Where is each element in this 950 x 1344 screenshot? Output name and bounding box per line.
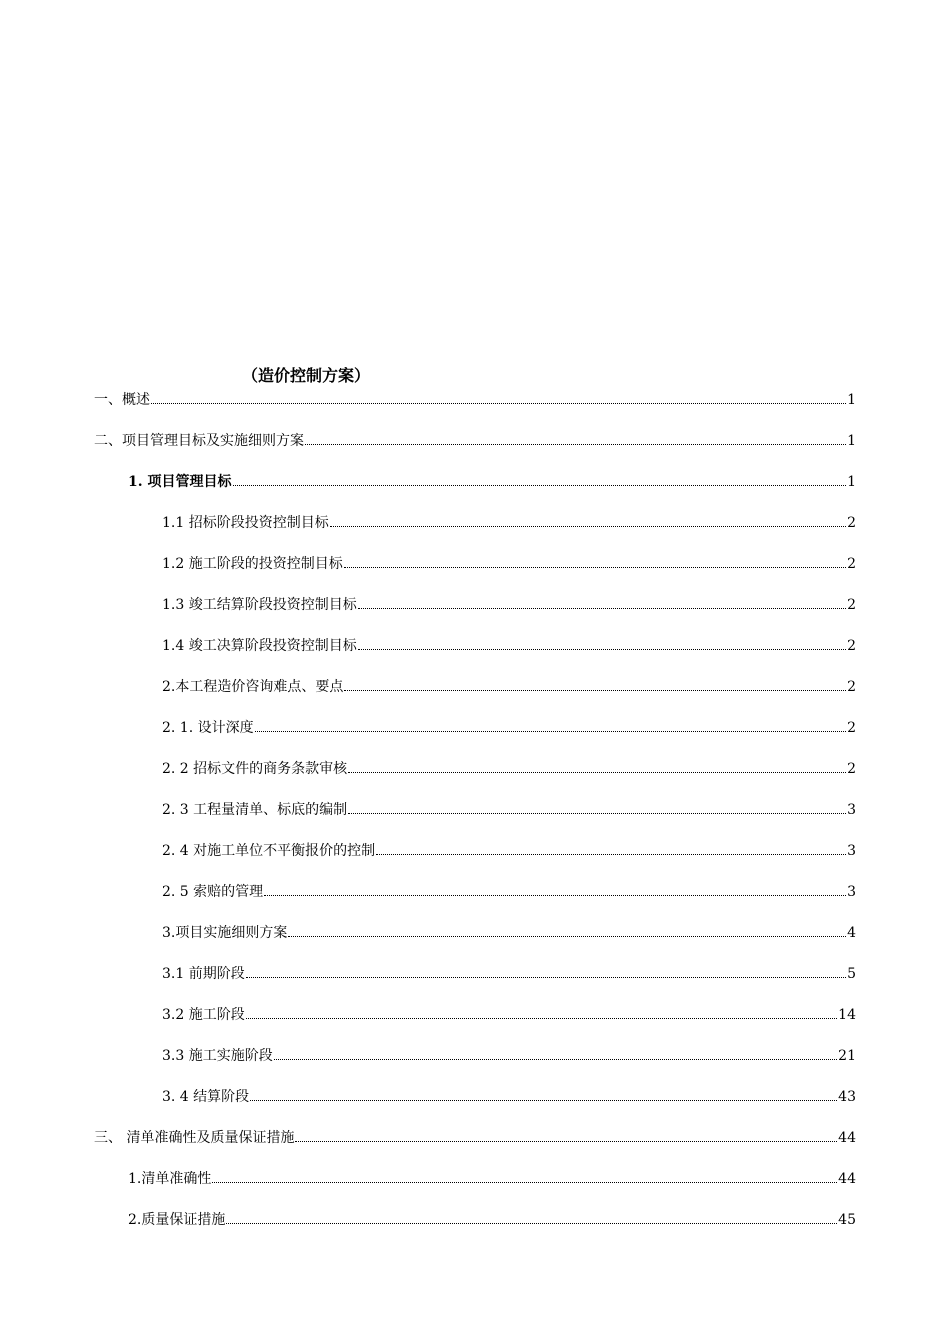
toc-page-number: 44 bbox=[838, 1171, 856, 1187]
toc-entry-3[interactable] bbox=[162, 921, 856, 945]
toc-entry-1-4[interactable] bbox=[162, 634, 856, 658]
toc-dot-leader bbox=[295, 1126, 837, 1142]
toc-dot-leader bbox=[376, 839, 846, 855]
toc-entry-label: 3. 4 结算阶段 bbox=[162, 1089, 250, 1105]
toc-page-number: 45 bbox=[838, 1212, 856, 1228]
toc-dot-leader bbox=[330, 511, 846, 527]
toc-entry-label: 2. 3 工程量清单、标底的编制 bbox=[162, 802, 348, 818]
toc-entry-3-3[interactable] bbox=[162, 1044, 856, 1068]
toc-dot-leader bbox=[358, 634, 846, 650]
toc-entry-2-2[interactable] bbox=[162, 757, 856, 781]
toc-entry-1-2[interactable] bbox=[162, 552, 856, 576]
toc-entry-2-3[interactable] bbox=[162, 798, 856, 822]
toc-entry-2-4[interactable] bbox=[162, 839, 856, 863]
toc-entry-label: 一、概述 bbox=[94, 392, 150, 408]
toc-entry-label: 2. 4 对施工单位不平衡报价的控制 bbox=[162, 843, 376, 859]
toc-entry-label: 3.项目实施细则方案 bbox=[162, 925, 288, 941]
toc-entry-label: 3.3 施工实施阶段 bbox=[162, 1048, 273, 1064]
toc-page-number: 3 bbox=[847, 843, 856, 859]
toc-entry-label: 1.2 施工阶段的投资控制目标 bbox=[162, 556, 343, 572]
toc-page-number: 4 bbox=[847, 925, 856, 941]
toc-page-number: 1 bbox=[847, 392, 856, 408]
toc-dot-leader bbox=[348, 798, 846, 814]
toc-page-number: 2 bbox=[847, 556, 856, 572]
toc-dot-leader bbox=[344, 552, 846, 568]
toc-entry-label: 1.4 竣工决算阶段投资控制目标 bbox=[162, 638, 357, 654]
toc-entry-label: 1.清单准确性 bbox=[128, 1171, 212, 1187]
toc-entry-3-2[interactable] bbox=[162, 1003, 856, 1027]
toc-dot-leader bbox=[255, 716, 846, 732]
toc-page-number: 3 bbox=[847, 884, 856, 900]
toc-page-number: 3 bbox=[847, 802, 856, 818]
toc-entry-label: 2.质量保证措施 bbox=[128, 1212, 226, 1228]
toc-entry-3-1[interactable] bbox=[162, 962, 856, 986]
toc-entry-label: 3.2 施工阶段 bbox=[162, 1007, 245, 1023]
toc-entry-label: 2. 1. 设计深度 bbox=[162, 720, 254, 736]
toc-page-number: 1 bbox=[847, 433, 856, 449]
toc-dot-leader bbox=[246, 1003, 837, 1019]
toc-page-number: 43 bbox=[838, 1089, 856, 1105]
toc-dot-leader bbox=[344, 675, 846, 691]
toc-entry-label: 2.本工程造价咨询难点、要点 bbox=[162, 679, 344, 695]
toc-page-number: 14 bbox=[838, 1007, 856, 1023]
toc-page-number: 5 bbox=[847, 966, 856, 982]
toc-entry-1-3[interactable] bbox=[162, 593, 856, 617]
toc-entry-label: 1.3 竣工结算阶段投资控制目标 bbox=[162, 597, 357, 613]
toc-page-number: 2 bbox=[847, 679, 856, 695]
toc-page-number: 2 bbox=[847, 720, 856, 736]
toc-dot-leader bbox=[212, 1167, 837, 1183]
toc-entry-2[interactable] bbox=[162, 675, 856, 699]
toc-entry-label: 1.1 招标阶段投资控制目标 bbox=[162, 515, 329, 531]
toc-entry-project-goals[interactable] bbox=[128, 470, 856, 494]
toc-page-number: 2 bbox=[847, 515, 856, 531]
toc-entry-label: 1. 项目管理目标 bbox=[128, 474, 232, 490]
toc-dot-leader bbox=[274, 1044, 837, 1060]
document-title: （造价控制方案） bbox=[242, 366, 371, 385]
toc-page-number: 21 bbox=[838, 1048, 856, 1064]
toc-page-number: 44 bbox=[838, 1130, 856, 1146]
toc-dot-leader bbox=[250, 1085, 837, 1101]
toc-entry-list-accuracy-quality[interactable] bbox=[94, 1126, 856, 1150]
toc-page-number: 2 bbox=[847, 761, 856, 777]
toc-entry-3-4[interactable] bbox=[162, 1085, 856, 1109]
toc-entry-2-5[interactable] bbox=[162, 880, 856, 904]
toc-dot-leader bbox=[233, 470, 847, 486]
toc-entry-quality-measures[interactable] bbox=[128, 1208, 856, 1232]
toc-entry-label: 2. 2 招标文件的商务条款审核 bbox=[162, 761, 348, 777]
toc-entry-1-1[interactable] bbox=[162, 511, 856, 535]
toc-dot-leader bbox=[288, 921, 846, 937]
toc-dot-leader bbox=[305, 429, 846, 445]
toc-entry-label: 2. 5 索赔的管理 bbox=[162, 884, 264, 900]
toc-entry-overview[interactable] bbox=[94, 388, 856, 412]
toc-dot-leader bbox=[151, 388, 846, 404]
toc-entry-list-accuracy[interactable] bbox=[128, 1167, 856, 1191]
toc-entry-label: 二、项目管理目标及实施细则方案 bbox=[94, 433, 304, 449]
toc-dot-leader bbox=[358, 593, 846, 609]
toc-page-number: 2 bbox=[847, 638, 856, 654]
toc-entry-label: 三、 清单准确性及质量保证措施 bbox=[94, 1130, 295, 1146]
toc-page-number: 2 bbox=[847, 597, 856, 613]
toc-entry-label: 3.1 前期阶段 bbox=[162, 966, 245, 982]
toc-entry-2-1[interactable] bbox=[162, 716, 856, 740]
toc-dot-leader bbox=[348, 757, 846, 773]
toc-entry-management-goals-plan[interactable] bbox=[94, 429, 856, 453]
toc-dot-leader bbox=[246, 962, 846, 978]
toc-dot-leader bbox=[264, 880, 846, 896]
toc-dot-leader bbox=[226, 1208, 837, 1224]
toc-page-number: 1 bbox=[847, 474, 856, 490]
